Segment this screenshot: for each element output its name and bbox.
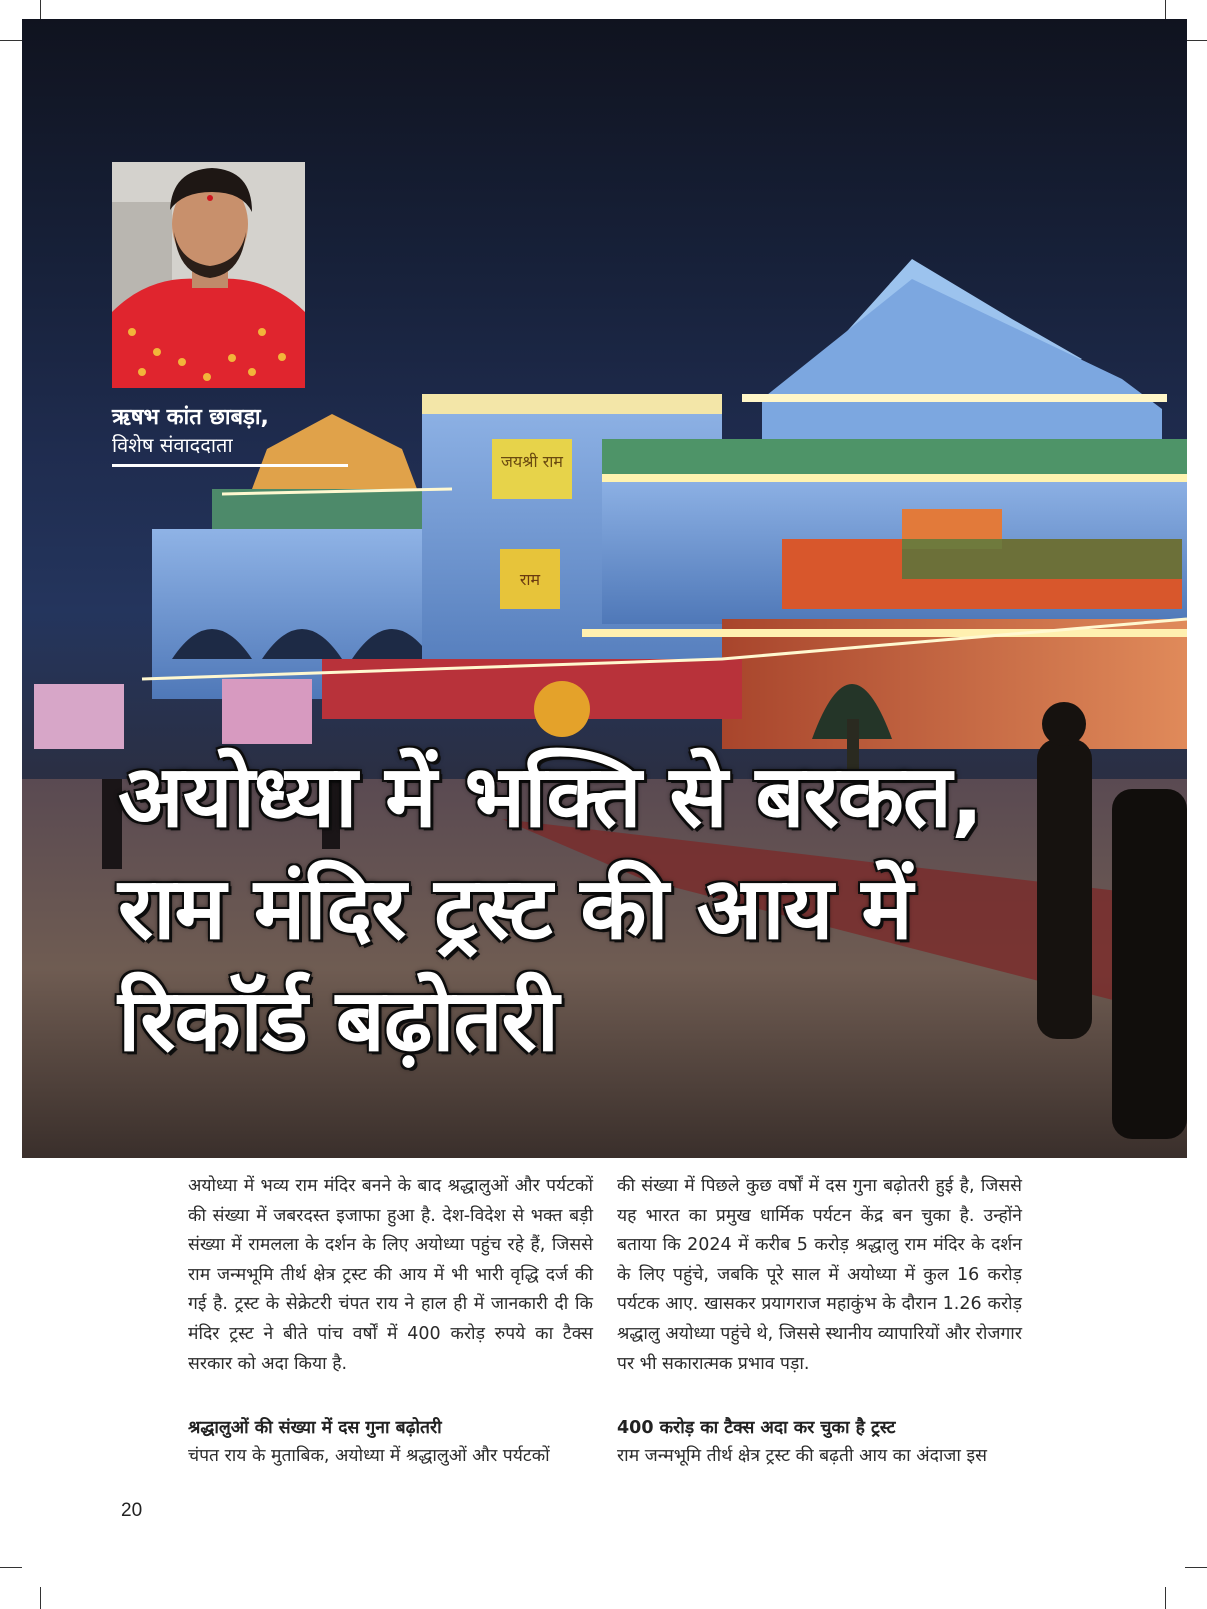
headline-line-3: रिकॉर्ड बढ़ोतरी <box>118 971 558 1071</box>
crop-mark <box>1165 1587 1166 1609</box>
right-subheading: 400 करोड़ का टैक्स अदा कर चुका है ट्रस्ट <box>617 1418 896 1438</box>
right-continuation: राम जन्मभूमि तीर्थ क्षेत्र ट्रस्ट की बढ़ती आय का अंदाजा इस <box>617 1446 987 1466</box>
article-column-left <box>188 1172 593 1379</box>
author-divider <box>112 464 348 467</box>
author-name: ऋषभ कांत छाबड़ा, <box>112 405 269 430</box>
headline-line-1: अयोध्या में भक्ति से बरकत, <box>118 747 983 847</box>
author-portrait-icon <box>112 162 305 388</box>
author-role: विशेष संवाददाता <box>112 433 233 457</box>
crop-mark <box>1185 40 1207 41</box>
headline <box>118 741 1168 1077</box>
left-continuation: चंपत राय के मुताबिक, अयोध्या में श्रद्धालुओं और पर्यटकों <box>188 1446 550 1466</box>
crop-mark <box>0 40 22 41</box>
hero-image <box>22 19 1187 1158</box>
author-photo <box>112 162 305 388</box>
temple-sign-middle: राम <box>519 570 541 589</box>
crop-mark <box>1185 1567 1207 1568</box>
crop-mark <box>40 1587 41 1609</box>
crop-mark <box>0 1567 22 1568</box>
right-paragraph: की संख्या में पिछले कुछ वर्षों में दस गुना बढ़ोतरी हुई है, जिससे यह भारत का प्रमुख धार्मिक पर्यटन केंद्र बन चुका है. उन्होंने बताया कि 2024 में करीब 5 करोड़ श्रद्धालु राम मंदिर के दर्शन के लिए पहुंचे, जबकि पूरे साल में अयोध्या में कुल 16 करोड़ पर्यटक आए. खासकर प्रयागराज महाकुंभ के दौरान 1.26 करोड़ श्रद्धालु अयोध्या पहुंचे थे, जिससे स्थानीय व्यापारियों और रोजगार पर भी सकारात्मक प्रभाव पड़ा. <box>617 1176 1022 1374</box>
article-column-right <box>617 1172 1022 1379</box>
left-paragraph: अयोध्या में भव्य राम मंदिर बनने के बाद श्रद्धालुओं और पर्यटकों की संख्या में जबरदस्त इजाफा हुआ है. देश-विदेश से भक्त बड़ी संख्या में रामलला के दर्शन के लिए अयोध्या पहुंच रहे हैं, जिससे राम जन्मभूमि तीर्थ क्षेत्र ट्रस्ट की आय में भी भारी वृद्धि दर्ज की गई है. ट्रस्ट के सेक्रेटरी चंपत राय ने हाल ही में जानकारी दी कि मंदिर ट्रस्ट ने बीते पांच वर्षों में 400 करोड़ रुपये का टैक्स सरकार को अदा किया है. <box>188 1176 593 1374</box>
left-subheading: श्रद्धालुओं की संख्या में दस गुना बढ़ोतरी <box>188 1418 442 1438</box>
headline-line-2: राम मंदिर ट्रस्ट की आय में <box>118 859 912 959</box>
temple-sign-upper: जयश्री राम <box>501 452 563 471</box>
page-number: 20 <box>121 1500 143 1521</box>
